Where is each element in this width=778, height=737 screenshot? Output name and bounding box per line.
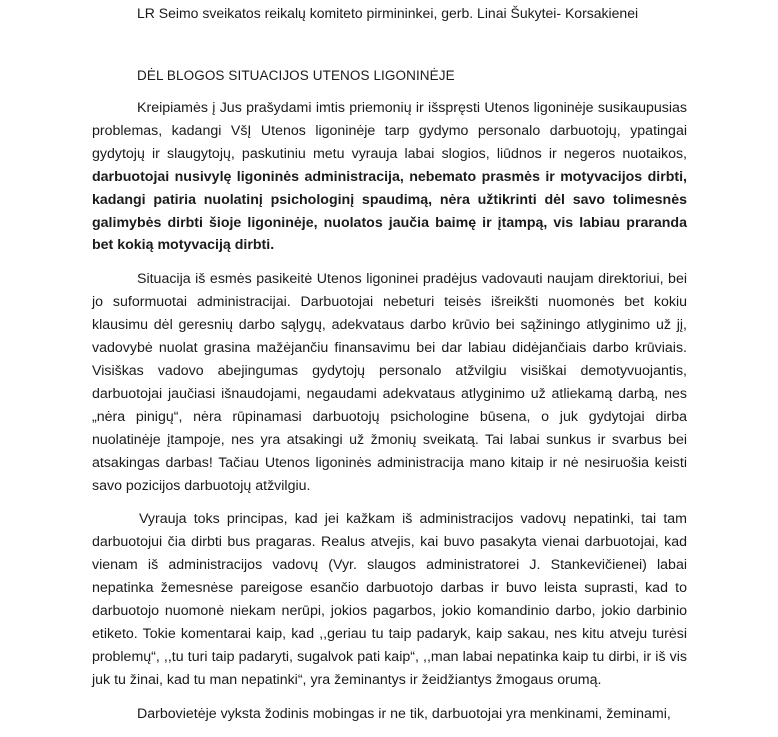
letter-title: DĖL BLOGOS SITUACIJOS UTENOS LIGONINĖJE bbox=[137, 68, 455, 83]
paragraph-2 bbox=[92, 268, 687, 497]
paragraph-4-text: Darbovietėje vyksta žodinis mobingas ir ne tik, darbuotojai yra menkinami, žeminami, bbox=[137, 705, 671, 722]
letter-addressee: LR Seimo sveikatos reikalų komiteto pirmininkei, gerb. Linai Šukytei- Korsakienei bbox=[137, 5, 639, 21]
paragraph-3-text: Vyrauja toks principas, kad jei kažkam iš administracijos vadovų nepatinki, tai tam darbuotojui čia dirbti bus pragaras. Realus atvejis, kai buvo pasakyta vienai darbuotojai, kad vienam iš administracijos vadovų (Vyr. slaugos administratorei J. Stankevičienei) labai nepatinka žemesnėse pareigose esančio darbuotojo darbas ir buvo leista suprasti, kad to darbuotojo nuomonė niekam nerūpi, jokios pagarbos, jokio komandinio darbo, jokio darbinio etiketo. Tokie komentarai kaip, kad ,,geriau tu taip padaryk, kaip sakau, nes kitu atveju turėsi problemų“, ,,tu turi taip padaryti, sugalvok pati kaip“, ,,man labai nepatinka kaip tu dirbi, ir iš vis juk tu žinai, kad tu man nepatinki“, yra žeminantys ir žeidžiantys žmogaus orumą. bbox=[92, 511, 687, 688]
paragraph-1-bold-text: darbuotojai nusivylę ligoninės administracija, nebemato prasmės ir motyvacijos dirbti, kadangi patiria nuolatinį psichologinį spaudimą, nėra užtikrinti dėl savo tolimesnės galimybės dirbti šioje ligoninėje, nuolatos jaučia baimę ir įtampą, vis labiau praranda bet kokią motyvaciją dirbti. bbox=[92, 168, 687, 254]
letter-body bbox=[92, 97, 687, 737]
paragraph-2-text: Situacija iš esmės pasikeitė Utenos ligoninei pradėjus vadovauti naujam direktoriui, bei jo suformuotai administracijai. Darbuotojai nebeturi teisės išreikšti nuomonės bet kokiu klausimu dėl geresnių darbo sąlygų, adekvataus darbo krūvio bei sąžiningo atlyginimo už jį, vadovybė nuolat grasina mažėjančiu finansavimu bei dar labiau didėjančiais darbo krūviais. Visiškas vadovo abejingumas gydytojų personalo atžvilgiu visiškai demotyvuojantis, darbuotojai jaučiasi išnaudojami, negaudami adekvataus atlyginimo už atliekamą darbą, nes „nėra pinigų“, nėra rūpinamasi darbuotojų psichologine būsena, o juk gydytojai dirba nuolatinėje įtampoje, nes yra atsakingi už žmonių sveikatą. Tai labai sunkus ir svarbus bei atsakingas darbas! Tačiau Utenos ligoninės administracija mano kitaip ir nė nesiruošia keisti savo pozicijos darbuotojų atžvilgiu. bbox=[92, 271, 687, 494]
paragraph-1-text: Kreipiamės į Jus prašydami imtis priemonių ir išspręsti Utenos ligoninėje susikaupusias problemas, kadangi VšĮ Utenos ligoninėje tarp gydymo personalo darbuotojų, ypatingai gydytojų ir slaugytojų, paskutiniu metu vyrauja labai slogios, liūdnos ir negeros nuotaikos, bbox=[92, 100, 687, 162]
paragraph-4 bbox=[92, 703, 687, 726]
paragraph-1 bbox=[92, 97, 687, 257]
paragraph-3 bbox=[92, 508, 687, 691]
